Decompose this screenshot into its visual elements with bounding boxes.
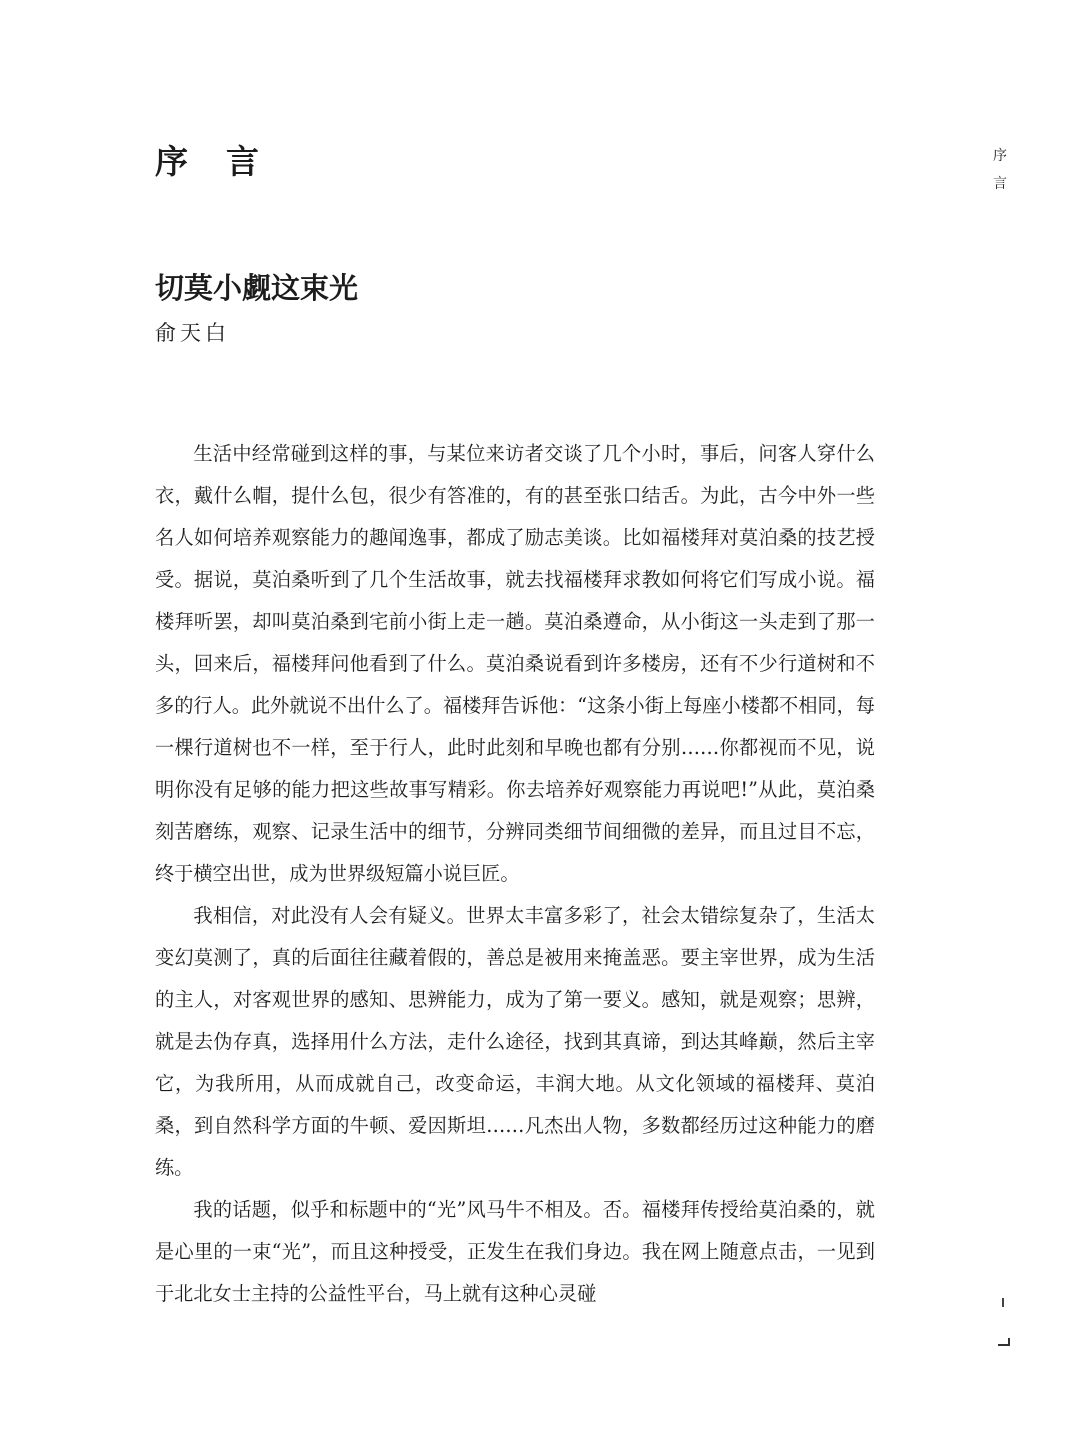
paragraph-1: 生活中经常碰到这样的事，与某位来访者交谈了几个小时，事后，问客人穿什么衣，戴什么帽，提什么包，很少有答准的，有的甚至张口结舌。为此，古今中外一些名人如何培养观察能力的趣闻逸事，都成了励志美谈。比如福楼拜对莫泊桑的技艺授受。据说，莫泊桑听到了几个生活故事，就去找福楼拜求教如何将它们写成小说。福楼拜听罢，却叫莫泊桑到宅前小街上走一趟。莫泊桑遵命，从小街这一头走到了那一头，回来后，福楼拜问他看到了什么。莫泊桑说看到许多楼房，还有不少行道树和不多的行人。此外就说不出什么了。福楼拜告诉他：“这条小街上每座小楼都不相同，每一棵行道树也不一样，至于行人，此时此刻和早晚也都有分别……你都视而不见，说明你没有足够的能力把这些故事写精彩。你去培养好观察能力再说吧!”从此，莫泊桑刻苦磨练，观察、记录生活中的细节，分辨同类细节间细微的差异，而且过目不忘，终于横空出世，成为世界级短篇小说巨匠。 xyxy=(155,442,875,885)
margin-corner-mark xyxy=(998,1338,1010,1346)
article-title: 切莫小觑这束光 xyxy=(155,271,359,305)
running-header xyxy=(988,142,1012,198)
running-header-char-1: 序 xyxy=(993,148,1007,164)
paragraph-2: 我相信，对此没有人会有疑义。世界太丰富多彩了，社会太错综复杂了，生活太变幻莫测了，真的后面往往藏着假的，善总是被用来掩盖恶。要主宰世界，成为生活的主人，对客观世界的感知、思辨能力，成为了第一要义。感知，就是观察；思辨，就是去伪存真，选择用什么方法，走什么途径，找到其真谛，到达其峰巅，然后主宰它，为我所用，从而成就自己，改变命运，丰润大地。从文化领域的福楼拜、莫泊桑，到自然科学方面的牛顿、爱因斯坦……凡杰出人物，多数都经历过这种能力的磨练。 xyxy=(155,904,875,1179)
article-author: 俞天白 xyxy=(155,321,230,345)
running-header-char-2: 言 xyxy=(993,176,1007,192)
margin-tick-mark xyxy=(1002,1298,1004,1307)
section-title: 序言 xyxy=(155,142,297,181)
article-body xyxy=(155,433,875,1315)
paragraph-3: 我的话题，似乎和标题中的“光”风马牛不相及。否。福楼拜传授给莫泊桑的，就是心里的一束“光”，而且这种授受，正发生在我们身边。我在网上随意点击，一见到于北北女士主持的公益性平台，马上就有这种心灵碰 xyxy=(155,1198,875,1305)
